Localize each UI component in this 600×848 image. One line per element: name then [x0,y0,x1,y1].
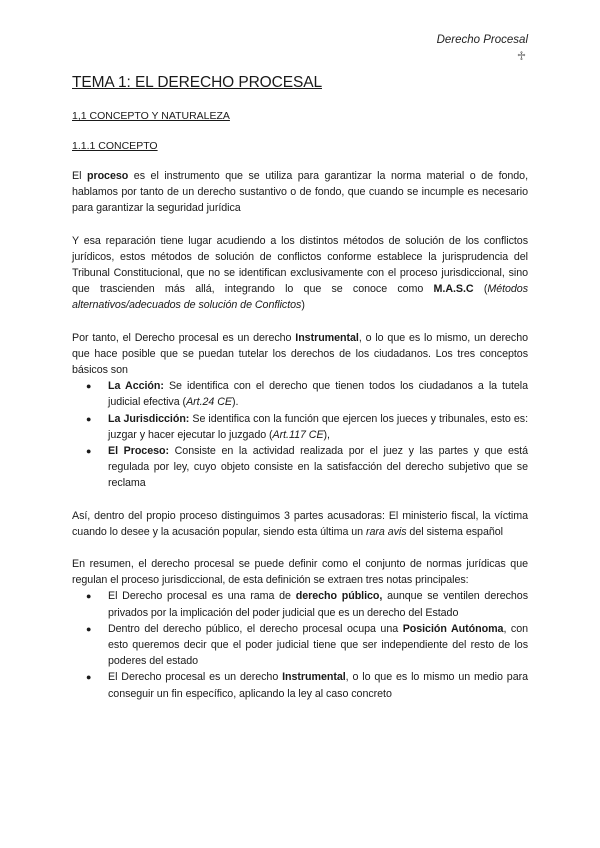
paragraph-instrumental: Por tanto, el Derecho procesal es un derecho Instrumental, o lo que es lo mismo, un derecho que hace posible que se puedan tutelar los derechos de los ciudadanos. Los tres conceptos básicos son [72,331,528,377]
bullet-icon: ● [86,413,92,424]
list-item: ● El Proceso: Consiste en la actividad realizada por el juez y las partes y que está regulada por ley, cuyo objeto consiste en la satisfacción del derecho subjetivo que se reclama [86,445,528,490]
paragraph-proceso: El proceso es el instrumento que se utiliza para garantizar la norma material o de fondo, hablamos por tanto de un derecho sustantivo o de fondo, que cuando se incumple es necesario para garantizar la seguridad jurídica [72,170,528,215]
subsection-heading: 1.1.1 CONCEPTO [72,140,158,152]
section-heading: 1,1 CONCEPTO Y NATURALEZA [72,110,230,122]
list-item: ● La Jurisdicción: Se identifica con la función que ejercen los jueces y tribunales, esto es: juzgar y hacer ejecutar lo juzgado (Art.117 CE), [86,412,528,441]
paragraph-partes: Así, dentro del propio proceso distinguimos 3 partes acusadoras: El ministerio fiscal, la víctima cuando lo desee y la acusación popular, siendo esta última un rara avis del sistema español [72,509,528,538]
concepts-list [72,378,528,491]
bullet-icon: ● [86,446,92,457]
document-body [72,74,528,718]
list-item: ● La Acción: Se identifica con el derecho que tienen todos los ciudadanos a la tutela judicial efectiva (Art.24 CE). [86,380,528,409]
list-item: ● El Derecho procesal es una rama de derecho público, aunque se ventilen derechos privados por la implicación del poder judicial que es un derecho del Estado [86,590,528,619]
list-item: ● El Derecho procesal es un derecho Instrumental, o lo que es lo mismo un medio para conseguir un fin específico, aplicando la ley al caso concreto [86,671,528,700]
paragraph-resumen: En resumen, el derecho procesal se puede definir como el conjunto de normas jurídicas que regulan el proceso jurisdiccional, de esta definición se extraen tres notas principales: [72,558,528,587]
notes-list [72,588,528,701]
bullet-icon: ● [86,591,92,602]
cross-icon: ♱ [516,49,526,63]
page-title: TEMA 1: EL DERECHO PROCESAL [72,74,322,91]
header-title: Derecho Procesal [436,34,528,46]
paragraph-masc: Y esa reparación tiene lugar acudiendo a los distintos métodos de solución de los conflictos jurídicos, estos métodos de solución de conflictos conforme establece la jurisprudencia del Tribunal Constitucional, que no se identifican exclusivamente con el proceso jurisdiccional, sino que trascienden más allá, integrando lo que se conoce como M.A.S.C (Métodos alternativos/adecuados de solución de Conflictos) [72,234,528,312]
bullet-icon: ● [86,381,92,392]
bullet-icon: ● [86,672,92,683]
bullet-icon: ● [86,623,92,634]
list-item: ● Dentro del derecho público, el derecho procesal ocupa una Posición Autónoma, con esto queremos decir que el poder judicial tiene que ser independiente del resto de los poderes del estado [86,622,528,668]
